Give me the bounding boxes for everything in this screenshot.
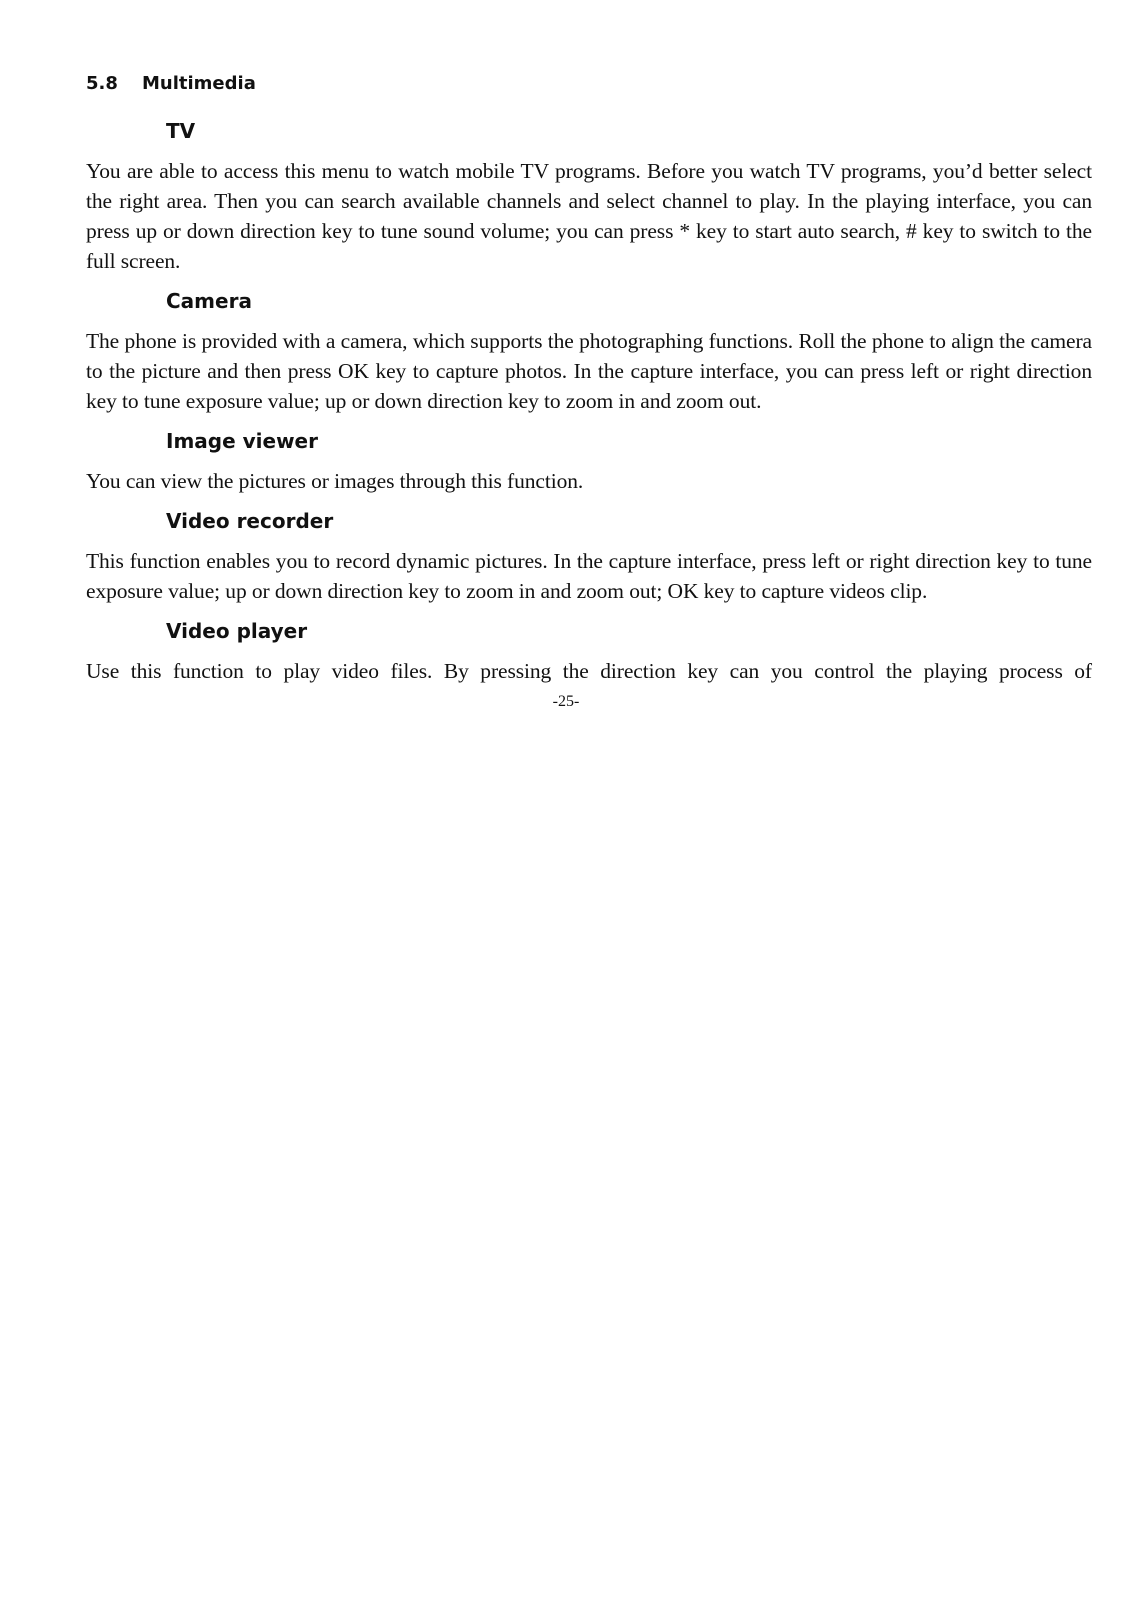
section-title: Multimedia <box>142 73 256 94</box>
section-heading <box>86 70 1092 98</box>
subsection-heading-tv: TV <box>166 119 196 143</box>
paragraph-video-player: Use this function to play video files. By pressing the direction key can you control the playing process of <box>86 659 1092 683</box>
section-number: 5.8 <box>86 73 118 94</box>
document-page <box>86 70 1092 686</box>
paragraph-camera: The phone is provided with a camera, which supports the photographing functions. Roll the phone to align the camera to the picture and then press OK key to capture photos. In the capture interface, you can press left or right direction key to tune exposure value; up or down direction key to zoom in and zoom out. <box>86 329 1092 413</box>
paragraph-image-viewer: You can view the pictures or images through this function. <box>86 469 584 493</box>
subsection-heading-image-viewer: Image viewer <box>166 429 318 453</box>
subsection-heading-video-recorder: Video recorder <box>166 509 334 533</box>
paragraph-video-recorder: This function enables you to record dynamic pictures. In the capture interface, press left or right direction key to tune exposure value; up or down direction key to zoom in and zoom out; OK key to capture videos clip. <box>86 549 1092 603</box>
subsection-heading-camera: Camera <box>166 289 252 313</box>
page-number: -25- <box>552 693 580 710</box>
subsection-heading-video-player: Video player <box>166 619 308 643</box>
paragraph-tv: You are able to access this menu to watch mobile TV programs. Before you watch TV programs, you’d better select the right area. Then you can search available channels and select channel to play. In the playing interface, you can press up or down direction key to tune sound volume; you can press * key to start auto search, # key to switch to the full screen. <box>86 159 1092 273</box>
